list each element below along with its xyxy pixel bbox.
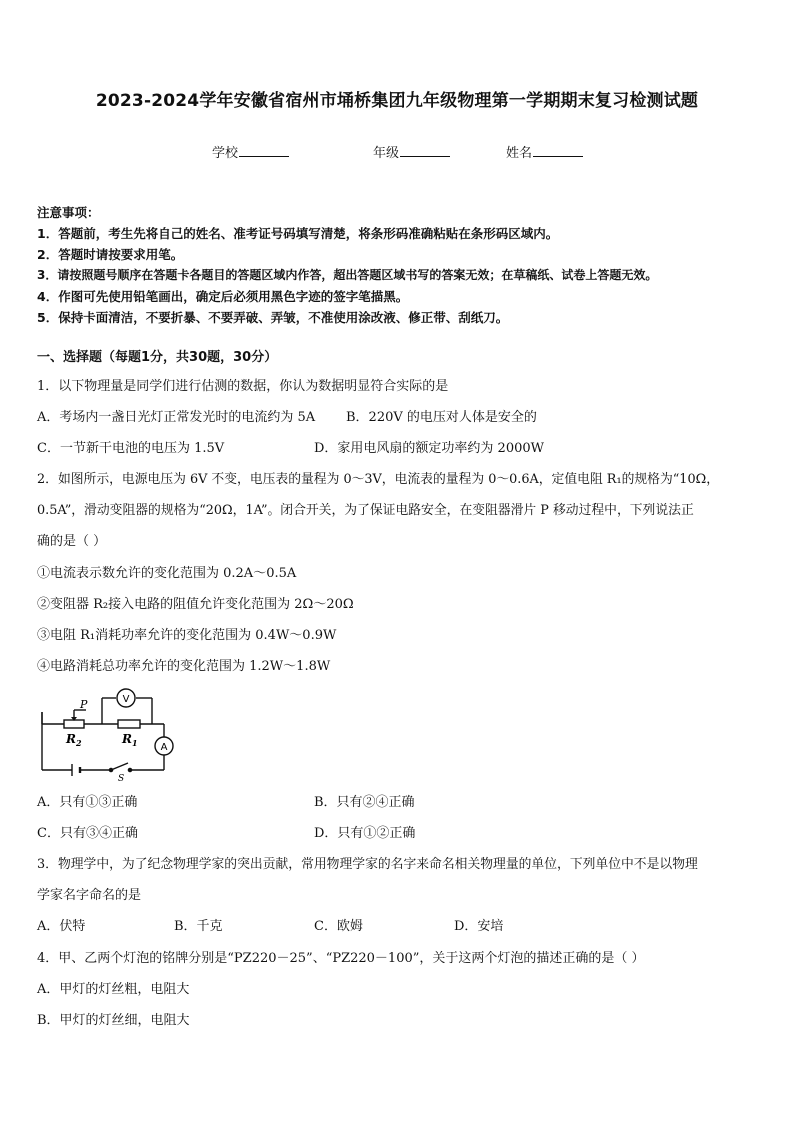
q2-option-a: A．只有①③正确 (37, 795, 138, 810)
section-title: 一、选择题（每题1分，共30题，30分） (37, 350, 278, 365)
r1-label: $R_1$ (122, 732, 138, 748)
q2-option-c: C．只有③④正确 (37, 826, 138, 841)
q4-option-b: B．甲灯的灯丝细，电阻大 (37, 1013, 190, 1028)
slider-label: P (80, 698, 88, 711)
q1-option-c: C．一节新干电池的电压为 1.5V (37, 441, 225, 456)
notice-item: 2．答题时请按要求用笔。 (37, 247, 184, 262)
q2-statement-1: ①电流表示数允许的变化范围为 0.2A～0.5A (37, 566, 297, 581)
battery-icon (72, 764, 80, 776)
notice-item: 5．保持卡面清洁，不要折暴、不要弄破、弄皱，不准使用涂改液、修正带、刮纸刀。 (37, 310, 509, 325)
grade-field[interactable] (373, 142, 450, 161)
q4-option-a: A．甲灯的灯丝粗，电阻大 (37, 982, 190, 997)
rheostat-r2 (64, 720, 84, 728)
notice-item: 1．答题前，考生先将自己的姓名、准考证号码填写清楚，将条形码准确粘贴在条形码区域内。 (37, 226, 559, 241)
q4-stem: 4．甲、乙两个灯泡的铭牌分别是“PZ220－25”、“PZ220－100”，关于这两个灯泡的描述正确的是（ ） (37, 951, 645, 966)
circuit-diagram (38, 686, 178, 784)
q3-stem-line2: 学家名字命名的是 (37, 888, 142, 903)
page-title: 2023-2024学年安徽省宿州市埇桥集团九年级物理第一学期期末复习检测试题 (95, 91, 699, 111)
switch-icon (109, 763, 131, 772)
q2-option-b: B．只有②④正确 (314, 795, 415, 810)
q2-statement-4: ④电路消耗总功率允许的变化范围为 1.2W～1.8W (37, 659, 331, 674)
q3-stem-line1: 3．物理学中，为了纪念物理学家的突出贡献，常用物理学家的名字来命名相关物理量的单位，下列单位中不是以物理 (37, 857, 698, 872)
q1-option-d: D．家用电风扇的额定功率约为 2000W (314, 441, 545, 456)
resistor-r1 (118, 720, 140, 728)
q2-stem-line2: 0.5A”，滑动变阻器的规格为“20Ω，1A”。闭合开关，为了保证电路安全，在变阻器滑片 P 移动过程中，下列说法正 (37, 503, 694, 518)
q2-stem-line1: 2．如图所示，电源电压为 6V 不变，电压表的量程为 0～3V，电流表的量程为 0～0.6A，定值电阻 R₁的规格为“10Ω， (37, 472, 719, 487)
q1-option-a: A．考场内一盏日光灯正常发光时的电流约为 5A (37, 410, 316, 425)
q2-statement-3: ③电阻 R₁消耗功率允许的变化范围为 0.4W～0.9W (37, 628, 337, 643)
q3-option-d: D．安培 (454, 919, 504, 934)
voltmeter-label: V (122, 694, 130, 705)
grade-blank[interactable] (400, 143, 450, 157)
q3-option-a: A．伏特 (37, 919, 86, 934)
q2-stem-line3: 确的是（ ） (37, 534, 107, 549)
notice-item: 4．作图可先使用铅笔画出，确定后必须用黑色字迹的签字笔描黑。 (37, 289, 409, 304)
q3-option-c: C．欧姆 (314, 919, 363, 934)
q1-option-b: B．220V 的电压对人体是安全的 (346, 410, 537, 425)
name-label: 姓名 (506, 146, 533, 161)
switch-label: S (118, 774, 125, 784)
ammeter-label: A (160, 742, 168, 753)
school-label: 学校 (212, 146, 239, 161)
q2-statement-2: ②变阻器 R₂接入电路的阻值允许变化范围为 2Ω～20Ω (37, 597, 354, 612)
school-field[interactable] (212, 142, 289, 161)
q3-option-b: B．千克 (174, 919, 223, 934)
name-blank[interactable] (533, 143, 583, 157)
notice-block (37, 202, 777, 328)
grade-label: 年级 (373, 146, 400, 161)
notice-item: 3．请按照题号顺序在答题卡各题目的答题区域内作答，超出答题区域书写的答案无效；在草稿纸、试卷上答题无效。 (37, 268, 658, 282)
q1-stem: 1．以下物理量是同学们进行估测的数据，你认为数据明显符合实际的是 (37, 379, 449, 394)
notice-heading: 注意事项： (37, 205, 100, 220)
school-blank[interactable] (239, 143, 289, 157)
r2-label: $R_2$ (66, 732, 82, 748)
name-field[interactable] (506, 142, 583, 161)
q2-option-d: D．只有①②正确 (314, 826, 416, 841)
